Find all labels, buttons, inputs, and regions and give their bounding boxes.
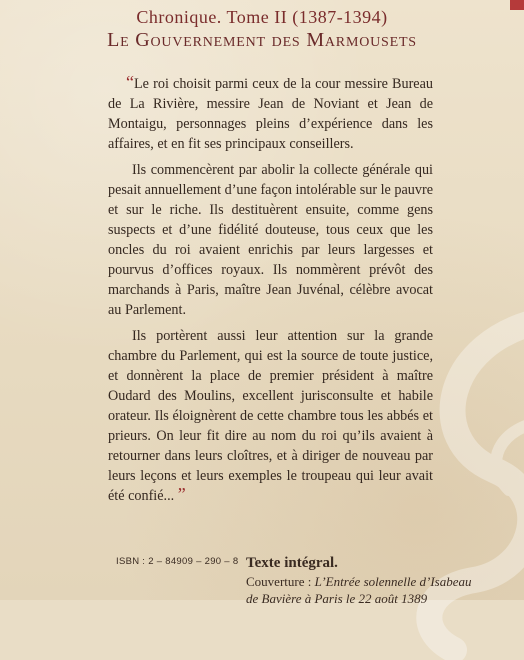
quote-paragraph-3: [108, 326, 433, 506]
integral-text-label: Texte intégral.: [246, 555, 338, 571]
quote-paragraph-1-text: Le roi choisit parmi ceux de la cour messire Bureau de La Rivière, messire Jean de Noviant et Jean de Montaigu, personnages pleins d’expérience dans les affaires, et en fit ses principaux conseillers.: [108, 76, 433, 152]
cover-credit-line-2: de Bavière à Paris le 22 août 1389: [246, 591, 428, 606]
quote-paragraph-2: Ils commencèrent par abolir la collecte générale qui pesait annuellement d’une façon intolérable sur le pauvre et sur le riche. Ils destituèrent ensuite, comme gens suspects et d’une fidélité douteuse, tous ceux que les oncles du roi avaient enrichis par leurs largesses et pourvus d’offices royaux. Ils nommèrent prévôt des marchands à Paris, maître Jean Juvénal, célèbre avocat au Parlement.: [108, 162, 433, 318]
quote-paragraph-1: [108, 74, 433, 154]
quote-paragraph-3-text: Ils portèrent aussi leur attention sur la grande chambre du Parlement, qui est la source de toute justice, et donnèrent la place de premier président à maître Oudard des Moulins, excellent jurisconsulte et habile orateur. Ils éloignèrent de cette chambre tous les abbés et prieurs. On leur fit dire au nom du roi qu’ils avaient à retourner dans leurs cloîtres, et à diriger de nouveau par leurs leçons et leurs exemples le troupeau qui leur avait été confié...: [108, 328, 433, 504]
cover-credits: [246, 554, 516, 607]
isbn: ISBN : 2 – 84909 – 290 – 8: [116, 556, 239, 567]
open-quote-mark: “: [126, 72, 134, 92]
book-title: Le Gouvernement des Marmousets: [107, 29, 417, 51]
series-subtitle: Chronique. Tome II (1387-1394): [136, 7, 388, 27]
excerpt-quote: [108, 74, 433, 512]
cover-credit-line: [246, 573, 516, 590]
close-quote-mark: ”: [177, 484, 186, 504]
cover-label: Couverture :: [246, 574, 315, 589]
cover-title: L’Entrée solennelle d’Isabeau: [314, 574, 472, 589]
header: [0, 6, 524, 52]
